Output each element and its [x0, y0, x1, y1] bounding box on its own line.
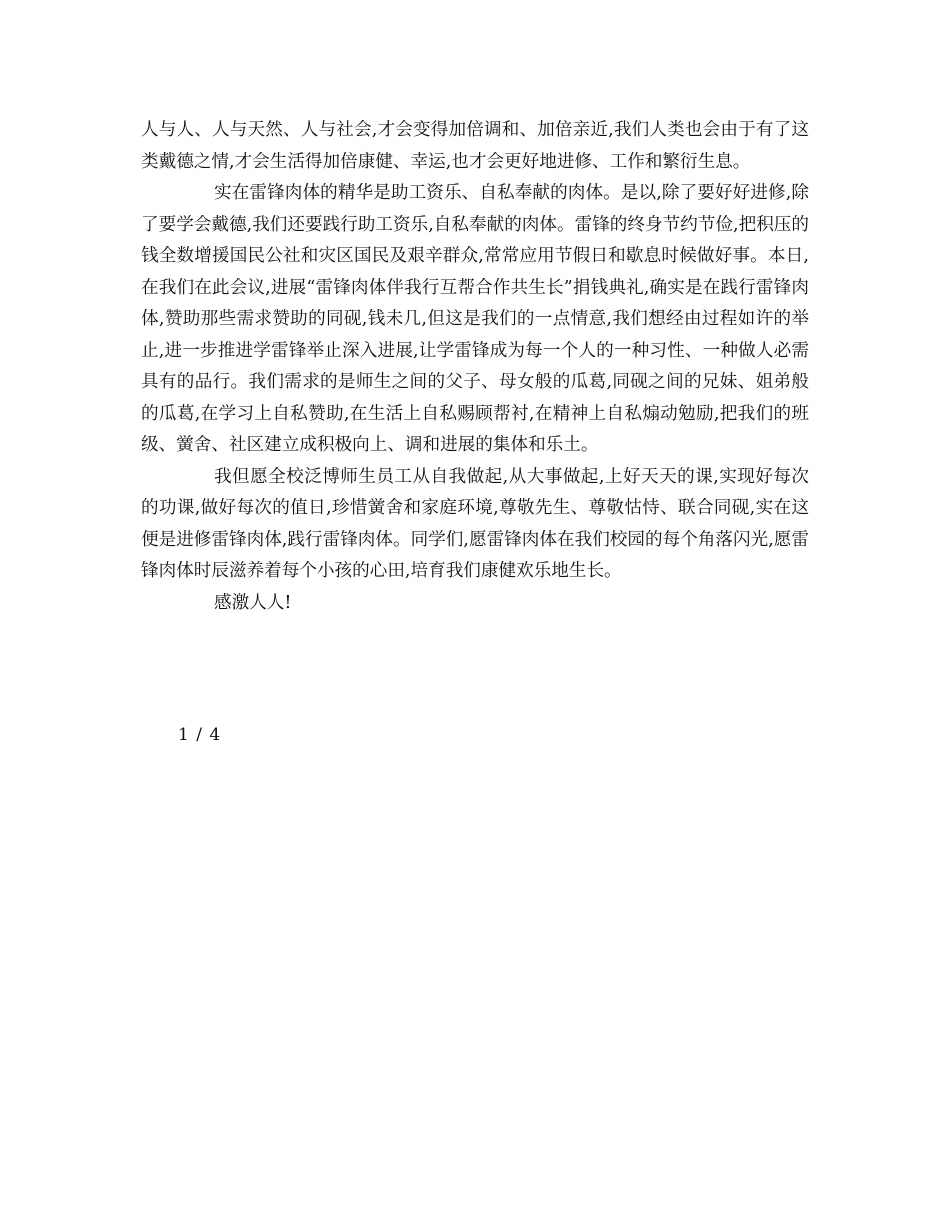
body-text: [141, 115, 809, 619]
paragraph-thanks: 感激人人!: [214, 592, 292, 613]
paragraph-continuation: 人与人、人与天然、人与社会,才会变得加倍调和、加倍亲近,我们人类也会由于有了这类戴德之情,才会生活得加倍康健、幸运,也才会更好地进修、工作和繁衍生息。: [141, 120, 809, 172]
page-number: 1 / 4: [178, 725, 222, 745]
paragraph-hope: 我但愿全校泛博师生员工从自我做起,从大事做起,上好天天的课,实现好每次的功课,做好每次的值日,珍惜黉舍和家庭环境,尊敬先生、尊敬怙恃、联合同砚,实在这便是进修雷锋肉体,践行雷锋肉体。同学们,愿雷锋肉体在我们校园的每个角落闪光,愿雷锋肉体时辰滋养着每个小孩的心田,培育我们康健欢乐地生长。: [141, 466, 809, 581]
paragraph-lei-feng-spirit: 实在雷锋肉体的精华是助工资乐、自私奉献的肉体。是以,除了要好好进修,除了要学会戴德,我们还要践行助工资乐,自私奉献的肉体。雷锋的终身节约节俭,把积压的钱全数增援国民公社和灾区国民及艰辛群众,常常应用节假日和歇息时候做好事。本日,在我们在此会议,进展“雷锋肉体伴我行互帮合作共生长”捐钱典礼,确实是在践行雷锋肉体,赞助那些需求赞助的同砚,钱未几,但这是我们的一点情意,我们想经由过程如许的举止,进一步推进学雷锋举止深入进展,让学雷锋成为每一个人的一种习性、一种做人必需具有的品行。我们需求的是师生之间的父子、母女般的瓜葛,同砚之间的兄妹、姐弟般的瓜葛,在学习上自私赞助,在生活上自私赐顾帮衬,在精神上自私煽动勉励,把我们的班级、黉舍、社区建立成积极向上、调和进展的集体和乐土。: [141, 183, 809, 455]
